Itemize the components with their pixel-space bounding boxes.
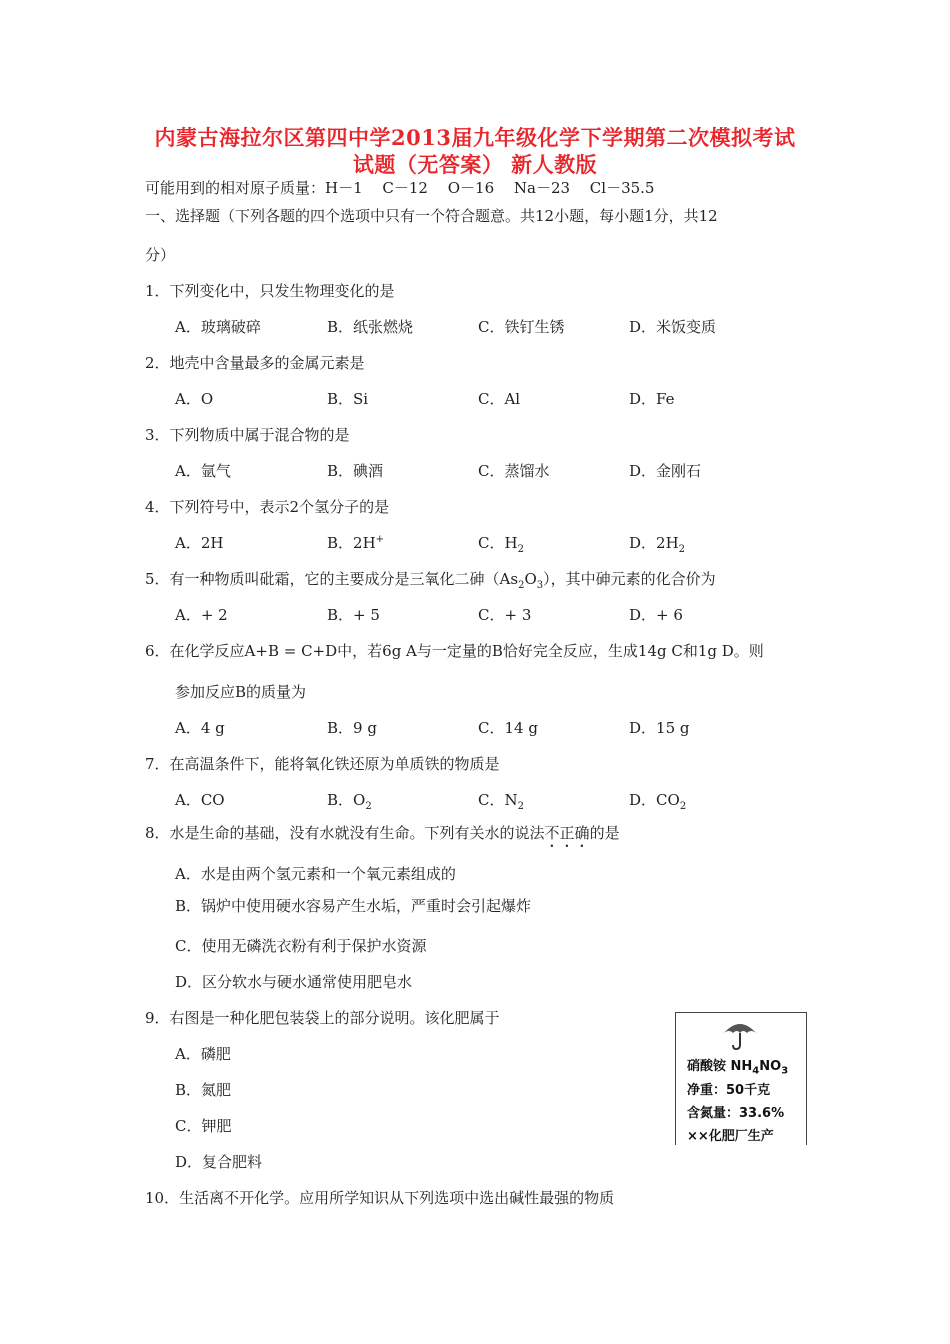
question-6-stem: 6．在化学反应A+B = C+D中，若6g A与一定量的B恰好完全反应，生成14g C和1g D。则	[145, 642, 764, 660]
question-4-option-b: B．2H+	[327, 534, 385, 552]
question-9-option-c: C．钾肥	[175, 1117, 232, 1135]
question-8-option-c: C．使用无磷洗衣粉有利于保护水资源	[175, 937, 427, 955]
question-2-stem: 2．地壳中含量最多的金属元素是	[145, 354, 365, 372]
question-2-option-c: C．Al	[478, 390, 521, 408]
question-7-stem: 7．在高温条件下，能将氧化铁还原为单质铁的物质是	[145, 755, 500, 773]
question-4-option-d: D．$2H_2$	[629, 534, 686, 555]
question-6-option-d: D．15 g	[629, 719, 690, 737]
question-7-option-a: A．CO	[175, 791, 225, 809]
question-2-option-b: B．Si	[327, 390, 369, 408]
question-5-option-c: C．+ 3	[478, 606, 532, 624]
fertilizer-label-figure	[675, 1012, 807, 1145]
emphasis-not-correct: 不正确	[544, 824, 590, 842]
question-3-option-b: B．碘酒	[327, 462, 384, 480]
question-6-option-a: A．4 g	[175, 719, 225, 737]
question-5-option-d: D．+ 6	[629, 606, 683, 624]
question-9-option-d: D．复合肥料	[175, 1153, 263, 1171]
question-10-stem: 10．生活离不开化学。应用所学知识从下列选项中选出碱性最强的物质	[145, 1189, 615, 1207]
fertilizer-name: 硝酸铵 $NH_4NO_3$	[687, 1059, 789, 1077]
question-9-option-a: A．磷肥	[175, 1045, 231, 1063]
question-1-option-d: D．米饭变质	[629, 318, 717, 336]
question-1-stem: 1．下列变化中，只发生物理变化的是	[145, 282, 395, 300]
question-1-option-a: A．玻璃破碎	[175, 318, 261, 336]
question-9-option-b: B．氮肥	[175, 1081, 232, 1099]
question-7-option-c: C．$N_2$	[478, 791, 524, 812]
question-6-option-b: B．9 g	[327, 719, 377, 737]
question-9-stem: 9．右图是一种化肥包装袋上的部分说明。该化肥属于	[145, 1009, 500, 1027]
question-5-option-b: B．+ 5	[327, 606, 380, 624]
fertilizer-net-weight: 净重：50千克	[687, 1083, 771, 1098]
question-5-option-a: A．+ 2	[175, 606, 228, 624]
question-3-option-c: C．蒸馏水	[478, 462, 550, 480]
section-heading: 一、选择题（下列各题的四个选项中只有一个符合题意。共12小题，每小题1分，共12	[145, 207, 718, 225]
question-4-stem: 4．下列符号中，表示2个氢分子的是	[145, 498, 390, 516]
question-3-option-a: A．氩气	[175, 462, 231, 480]
question-3-stem: 3．下列物质中属于混合物的是	[145, 426, 350, 444]
question-2-option-a: A．O	[175, 390, 214, 408]
atomic-mass-note: 可能用到的相对原子质量：H－1 C－12 O－16 Na－23 Cl－35.5	[145, 179, 655, 197]
question-6-stem-cont: 参加反应B的质量为	[175, 683, 307, 701]
fertilizer-manufacturer: ××化肥厂生产	[687, 1129, 774, 1144]
umbrella-icon	[722, 1019, 758, 1051]
question-6-option-c: C．14 g	[478, 719, 538, 737]
question-5-stem: 5．有一种物质叫砒霜，它的主要成分是三氧化二砷$(As_2O_3)$，其中砷元素的化合价为	[145, 570, 716, 591]
question-8-option-b: B．锅炉中使用硬水容易产生水垢，严重时会引起爆炸	[175, 897, 532, 915]
question-1-option-b: B．纸张燃烧	[327, 318, 414, 336]
question-7-option-d: D．$CO_2$	[629, 791, 687, 812]
question-2-option-d: D．Fe	[629, 390, 675, 408]
question-7-option-b: B．$O_2$	[327, 791, 372, 812]
question-3-option-d: D．金刚石	[629, 462, 702, 480]
question-8-option-a: A．水是由两个氢元素和一个氧元素组成的	[175, 865, 456, 883]
section-heading-cont: 分）	[145, 246, 176, 264]
question-4-option-a: A．2H	[175, 534, 224, 552]
question-4-option-c: C．$H_2$	[478, 534, 524, 555]
fertilizer-nitrogen-content: 含氮量：33.6%	[687, 1106, 785, 1121]
question-1-option-c: C．铁钉生锈	[478, 318, 565, 336]
page-title-line1: 内蒙古海拉尔区第四中学2013届九年级化学下学期第二次模拟考试	[154, 125, 796, 150]
page-title-line2: 试题（无答案） 新人教版	[352, 152, 598, 177]
question-8-stem: 8．水是生命的基础，没有水就没有生命。下列有关水的说法不正确的是	[145, 824, 620, 842]
question-8-option-d: D．区分软水与硬水通常使用肥皂水	[175, 973, 413, 991]
